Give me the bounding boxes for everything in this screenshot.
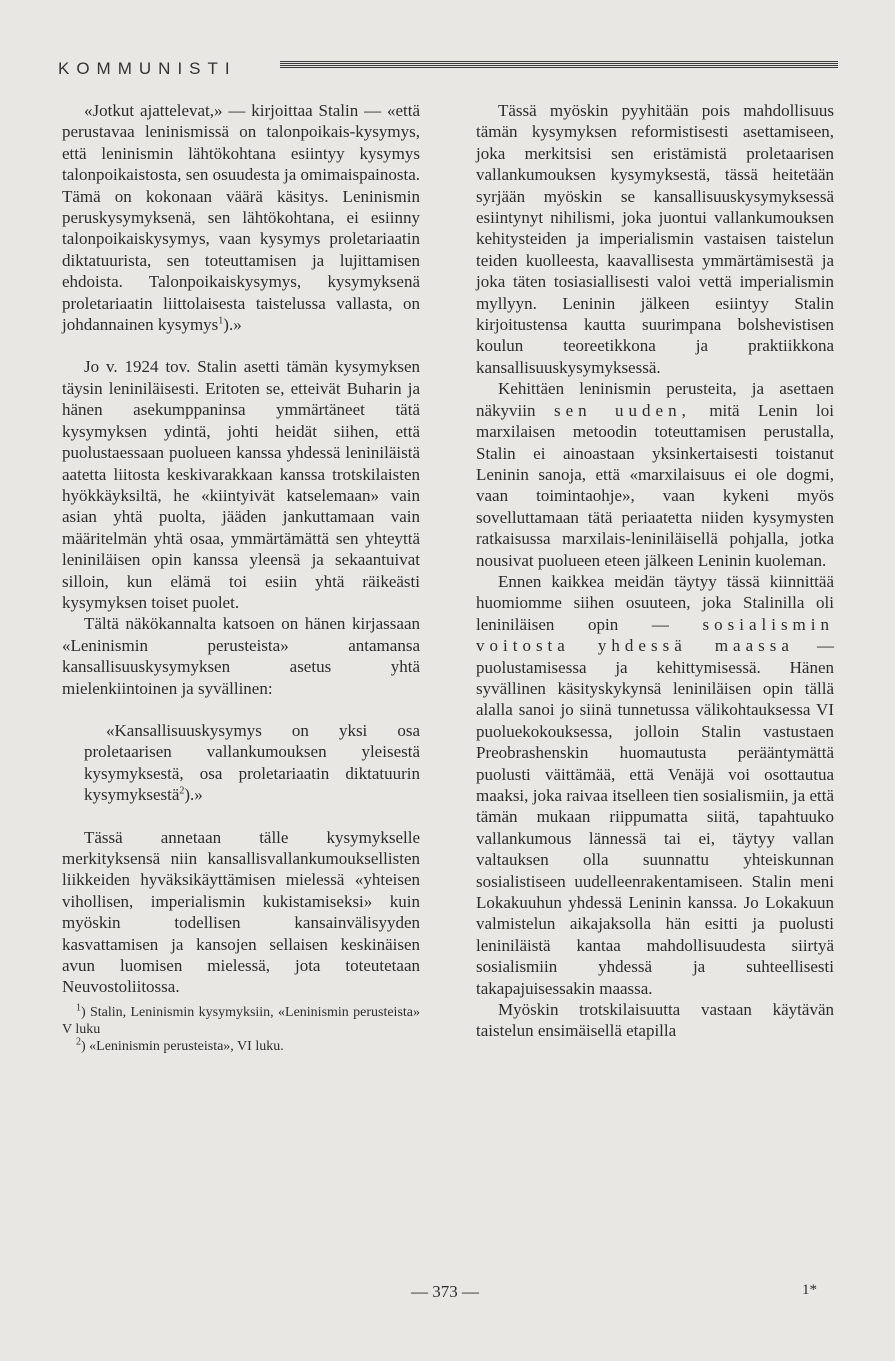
- spacer: [62, 699, 420, 720]
- page-header: [58, 55, 838, 85]
- paragraph: Tässä myöskin pyyhitään pois mahdollisuus tämän kysymyksen reformistisesti asettamiseen, joka merkitsisi sen eristämistä proletaarisen vallankumouksen kysymyksestä, tässä heitetään syrjään myöskin se kansallisuuskysymyksessä esiintynyt nihilismi, joka juontui vallankumouksen kehitysteiden ja imperialismin vastaisen taistelun teiden kuolleesta, kaavallisesta ymmärtämisestä ja joka täten tosiasiallisesti valoi vettä imperialismin myllyyn. Leninin jälkeen esiintyy Stalin kirjoitustensa kautta suurimpana bolshevistisen koulun teoreetikkona ja praktiikkona kansallisuuskysymyksessä.: [476, 101, 834, 377]
- emphasis-spaced: sen uuden,: [553, 400, 691, 420]
- footnote-ref: 2: [179, 785, 185, 797]
- page-number: — 373 —: [411, 1282, 479, 1301]
- paragraph: Tässä annetaan tälle kysymykselle merkityksensä niin kansallisvallankumouksellisten liikkeiden hyväksikäyttämisen mielessä «yhteisen vihollisen, imperialismin kukistamiseksi» kuin myöskin todellisen kansainvälisyyden kasvattamisen ja kansojen sellaisen keskinäisen avun luomisen mielessä, jota toteutetaan Neuvostoliitossa.: [62, 827, 420, 997]
- paragraph: Tältä näkökannalta katsoen on hänen kirjassaan «Leninismin perusteista» antamansa kansallisuuskysymyksen asetus yhtä mielenkiintoinen ja syvällinen:: [62, 614, 420, 698]
- paragraph: Kehittäen leninismin perusteita, ja asettaen näkyviin sen uuden, mitä Lenin loi marxilaisen metoodin toteuttamisen perustalla, Stalin ei ainoastaan yksinkertaisesti toistanut Leninin sanoja, että «marxilaisuus ei ole dogmi, vaan toimintaohje», vaan kykeni myös sovelluttamaan tätä periaatetta niiden kysymysten ratkaisussa marxilais-leniniläisellä pohjalla, jotka nousivat puolueen eteen jälkeen Leninin kuoleman.: [476, 379, 835, 570]
- header-rule: [280, 61, 838, 69]
- running-head: KOMMUNISTI: [58, 59, 237, 78]
- left-column: [62, 100, 420, 1055]
- paragraph: «Jotkut ajattelevat,» — kirjoittaa Stalin — «että perustavaa leninismissä on talonpoikais-kysymys, että leninismin lähtökohtana esiintyy kysymys talonpoikaistosta, sen osuudesta ja omimaispainosta. Tämä on kokonaan väärä käsitys. Leninismin peruskysymyksenä, sen lähtökohtana, ei esiinny talonpoikaiskysymys, vaan kysymys proletariaatin diktatuurista, sen toteuttamisen ja lujittamisen ehdoista. Talonpoikaiskysymys, kysymyksenä proletariaatin liittolaisesta taistelussa vallasta, on johdannainen kysymys$^1$).»: [62, 101, 420, 335]
- signature-mark: 1*: [802, 1282, 817, 1298]
- footnote-ref: 1: [218, 315, 224, 327]
- paragraph: Myöskin trotskilaisuutta vastaan käytävän taistelun ensimäisellä etapilla: [476, 1000, 834, 1041]
- footnote: $^1$) Stalin, Leninismin kysymyksiin, «Leninismin perusteista» V luku: [62, 1002, 420, 1037]
- block-quote: «Kansallisuuskysymys on yksi osa proletaarisen vallankumouksen yleisestä kysymyksestä, osa proletariaatin diktatuurin kysymyksestä$^2$).»: [84, 720, 420, 805]
- right-column: [476, 100, 834, 1042]
- footnote: $^2$) «Leninismin perusteista», VI luku.: [76, 1036, 284, 1054]
- emphasis-spaced: sosialismin voitosta yhdessä maassa: [476, 614, 835, 656]
- paragraph: Jo v. 1924 tov. Stalin asetti tämän kysymyksen täysin leniniläisesti. Eritoten se, etteivät Buharin ja hänen asekumppaninsa ymmärtäneet tätä kysymyksen ydintä, johti heidät siihen, että puolustaessaan puolueen kanssa yhdessä leniniläistä aatetta liitosta keskivarakkaan kanssa trotskilaisten hyökkäyksiltä, he «kiintyivät katselemaan» vain asian yhtä puolta, jääden jankuttamaan vain määritelmän yhtä osaa, ymmärtämättä sen yhteyttä leniniläisen opin kanssa yleensä ja sekaantuivat silloin, kun elämä toi esiin yhtä räikeästi kysymyksen toiset puolet.: [62, 357, 420, 612]
- paragraph: Ennen kaikkea meidän täytyy tässä kiinnittää huomiomme siihen osuuteen, joka Stalinilla oli leniniläisen opin — sosialismin voitosta yhdessä maassa — puolustamisessa ja kehittymisessä. Hänen syvällinen käsityskykynsä leniniläisen opin tällä alalla sanoi jo siinä tunnetussa välikohtauksessa VI puoluekokouksessa, jolloin Stalin vastustaen Preobrashenskin huomautusta perääntymättä puolusti väittämää, että Venäjä voi osottautua maaksi, joka raivaa itselleen tien sosialismiin, ja että tämän mukaan riippumatta siitä, tapahtuuko vallankumous lännessä tai ei, täytyy vallan valtauksen olla suunnattu yhteiskunnan sosialistiseen uudelleenrakentamiseen. Stalin meni Lokakuuhun yhdessä Leninin kanssa. Jo Lokakuun valmistelun aikajaksolla hän esitti ja puolusti leniniläistä kantaa mahdollisuudesta siirtyä sosialismiin yhdessä ja suhteellisesti takapajuisessakin maassa.: [476, 571, 835, 998]
- spacer: [62, 806, 420, 827]
- spacer: [62, 335, 420, 356]
